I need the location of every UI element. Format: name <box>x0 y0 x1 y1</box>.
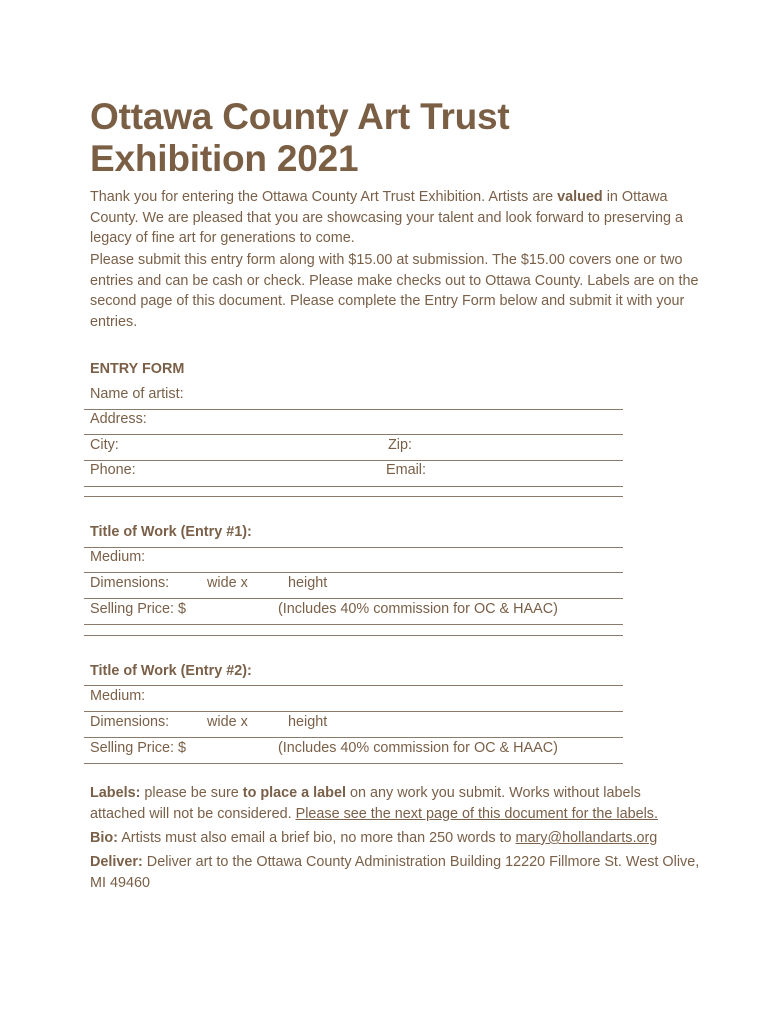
divider <box>84 711 623 712</box>
artist-name-field[interactable]: Name of artist: <box>90 386 184 402</box>
entry-2-dimensions-label: Dimensions: <box>90 714 170 730</box>
divider <box>84 737 623 738</box>
entry-1-title-field[interactable]: Title of Work (Entry #1): <box>90 524 252 540</box>
entry-1-price-field[interactable]: Selling Price: $ <box>90 601 186 617</box>
email-field[interactable]: Email: <box>386 462 426 478</box>
labels-text-a: please be sure <box>140 785 243 801</box>
page-title <box>90 96 510 180</box>
divider <box>84 685 623 686</box>
city-field[interactable]: City: <box>90 437 119 453</box>
entry-form-heading: ENTRY FORM <box>90 361 185 377</box>
entry-1-wide-field[interactable]: wide x <box>207 575 248 591</box>
bio-paragraph <box>90 828 700 849</box>
bio-email-link[interactable]: mary@hollandarts.org <box>515 830 658 846</box>
divider <box>84 624 623 625</box>
title-line-2: Exhibition 2021 <box>90 138 359 179</box>
labels-paragraph <box>90 783 700 824</box>
divider <box>84 635 623 636</box>
phone-field[interactable]: Phone: <box>90 462 136 478</box>
deliver-paragraph <box>90 852 700 893</box>
address-field[interactable]: Address: <box>90 411 147 427</box>
labels-bold: Labels: <box>90 785 141 801</box>
entry-2-wide-field[interactable]: wide x <box>207 714 248 730</box>
entry-1-dimensions-label: Dimensions: <box>90 575 170 591</box>
bio-text: Artists must also email a brief bio, no more than 250 words to <box>117 830 516 846</box>
entry-2-title-field[interactable]: Title of Work (Entry #2): <box>90 663 252 679</box>
intro-paragraph-2: Please submit this entry form along with $15.00 at submission. The $15.00 covers one or two entries and can be cash or check. Please make checks out to Ottawa County. Labels are on the second page of this document. Please complete the Entry Form below and submit it with your entries. <box>90 252 699 330</box>
entry-2-height-field[interactable]: height <box>288 714 328 730</box>
labels-link[interactable]: Please see the next page of this document for the labels. <box>295 805 658 822</box>
bio-bold: Bio: <box>90 830 118 846</box>
divider <box>84 763 623 764</box>
entry-2-commission-note: (Includes 40% commission for OC & HAAC) <box>278 740 558 756</box>
deliver-text: Deliver art to the Ottawa County Administration Building 12220 Fillmore St. West Olive, MI 49460 <box>90 854 700 891</box>
title-line-1: Ottawa County Art Trust <box>90 96 510 137</box>
divider <box>84 434 623 435</box>
divider <box>84 409 623 410</box>
entry-1-medium-field[interactable]: Medium: <box>90 549 146 565</box>
intro-text-a: Thank you for entering the Ottawa County Art Trust Exhibition. Artists are <box>90 189 558 205</box>
divider <box>84 572 623 573</box>
entry-2-medium-field[interactable]: Medium: <box>90 688 146 704</box>
entry-2-price-field[interactable]: Selling Price: $ <box>90 740 186 756</box>
labels-text-b: on any work you submit. Works without labels attached will not be considered. <box>90 785 641 822</box>
zip-field[interactable]: Zip: <box>388 437 412 453</box>
entry-1-height-field[interactable]: height <box>288 575 328 591</box>
entry-1-commission-note: (Includes 40% commission for OC & HAAC) <box>278 601 558 617</box>
intro-text-b: in Ottawa County. We are pleased that you are showcasing your talent and look forward to preserving a legacy of fine art for generations to come. <box>90 189 684 246</box>
divider <box>84 496 623 497</box>
divider <box>84 598 623 599</box>
intro-bold-valued: valued <box>557 189 603 205</box>
intro-paragraph-1 <box>90 187 700 249</box>
divider <box>84 547 623 548</box>
divider <box>84 460 623 461</box>
labels-bold-2: to place a label <box>242 785 346 801</box>
divider <box>84 486 623 487</box>
deliver-bold: Deliver: <box>90 854 143 870</box>
